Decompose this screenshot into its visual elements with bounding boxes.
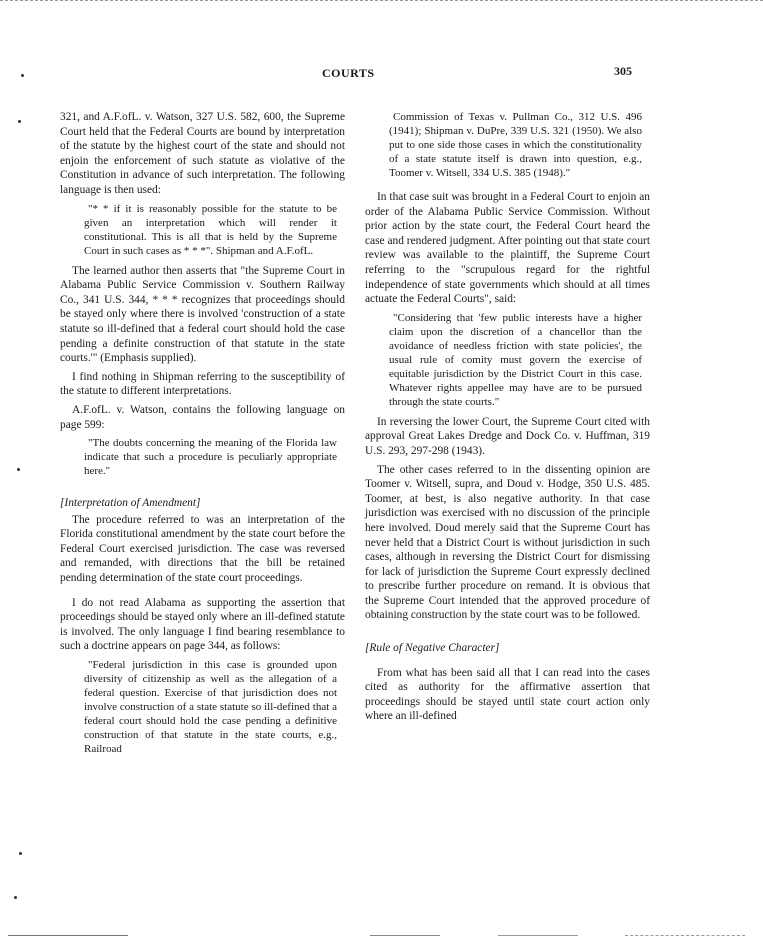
paragraph: I find nothing in Shipman referring to the susceptibility of the statute to different interpretations. [60,370,345,398]
paragraph: The other cases referred to in the dissenting opinion are Toomer v. Witsell, supra, and Doud v. Hodge, 350 U.S. 485. Toomer, at best, is also negative authority. In that case jurisdiction was exercised with no discussion of the principle here involved. Doud merely said that the Supreme Court has never held that a District Court is without jurisdiction in such cases, although in reversing the District Court for dismissing for lack of jurisdiction the Supreme Court expressly declined to prescribe further procedure on remand. It is obvious that the Supreme Court intended that the approved procedure of obtaining construction by the state court was to be followed. [365,463,650,622]
left-column [60,110,345,762]
right-column [365,110,650,728]
paragraph: 321, and A.F.ofL. v. Watson, 327 U.S. 582, 600, the Supreme Court held that the Federal Courts are bound by interpretation of the statute by the highest court of the state and should not enjoin the enforcement of such statute as violative of the Constitution in advance of such interpretation. The following language is then used: [60,111,345,196]
block-quote: "* * if it is reasonably possible for the statute to be given an interpretation which will render it constitutional. This is all that is held by the Supreme Court in such cases as * * *". Shipman and A.F.ofL. [84,202,337,257]
scan-speck [17,468,20,471]
paragraph: I do not read Alabama as supporting the assertion that proceedings should be stayed only where an ill-defined statute is involved. The only language I find bearing resemblance to such a doctrine appears on page 344, as follows: [60,596,345,653]
scan-speck [14,896,17,899]
paragraph: In reversing the lower Court, the Supreme Court cited with approval Great Lakes Dredge and Dock Co. v. Huffman, 319 U.S. 293, 297-298 (1943). [365,415,650,457]
paragraph: From what has been said all that I can read into the cases cited as authority for the affirmative assertion that proceedings should be stayed until state court action only where an ill-defined [365,666,650,723]
paragraph: The learned author then asserts that "the Supreme Court in Alabama Public Service Commission v. Southern Railway Co., 341 U.S. 344, * * * recognizes that proceedings should be stayed only where there is involved 'construction of a state statute so ill-defined that a federal court should hold the case pending a definite construction of that statute in the state courts.'" (Emphasis supplied). [60,264,345,365]
scan-speck [18,120,21,123]
running-head: COURTS [322,66,375,80]
section-heading: [Rule of Negative Character] [365,642,500,655]
scan-speck [19,852,22,855]
section-heading: [Interpretation of Amendment] [60,497,201,510]
scan-edge-line [8,935,128,936]
scan-edge-line [498,935,578,936]
block-quote: "Considering that 'few public interests have a higher claim upon the discretion of a chancellor than the avoidance of needless friction with state policies', the usual rule of comity must govern the exercise of equitable jurisdiction by the District Court in this case. Whatever rights appellee may have are to be pursued through the state courts." [389,311,642,408]
block-quote: "The doubts concerning the meaning of the Florida law indicate that such a procedure is peculiarly appropriate here." [84,437,337,478]
paragraph: The procedure referred to was an interpretation of the Florida constitutional amendment by the state court before the Federal Court exercised jurisdiction. The case was reversed and remanded, with directions that the bill be retained pending determination of the state court proceedings. [60,513,345,585]
page-number: 305 [614,64,632,78]
top-dashed-border [0,0,763,1]
scan-edge-line [370,935,440,936]
block-quote-continued: Commission of Texas v. Pullman Co., 312 U.S. 496 (1941); Shipman v. DuPre, 339 U.S. 321 (1950). We also put to one side those cases in which the constitutionality of a state statute itself is drawn into question, e.g., Toomer v. Witsell, 334 U.S. 385 (1948)." [389,111,642,179]
scan-edge-line [625,935,745,936]
block-quote: "Federal jurisdiction in this case is grounded upon diversity of citizenship as well as the allegation of a federal question. Exercise of that jurisdiction does not involve construction of a state statute so ill-defined that a federal court should hold the case pending a definitive construction of that statute in the state courts, e.g., Railroad [84,659,337,756]
paragraph: In that case suit was brought in a Federal Court to enjoin an order of the Alabama Public Service Commission. Without prior action by the state court, the Federal Court heard the case and rendered judgment. After pointing out that state court review was available to the plaintiff, the Supreme Court referring to the "scrupulous regard for the rightful independence of state governments which should at all times actuate the Federal Courts", said: [365,191,650,306]
paragraph: A.F.ofL. v. Watson, contains the following language on page 599: [60,403,345,431]
scan-speck [21,74,24,77]
